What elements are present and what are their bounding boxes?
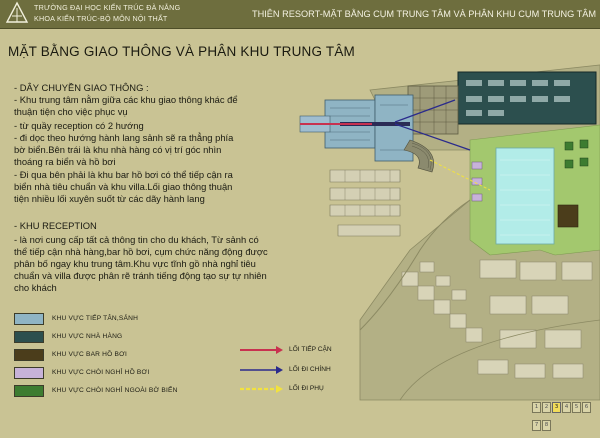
page-number-button[interactable]: 5 bbox=[572, 402, 581, 413]
pool-bar bbox=[558, 205, 578, 227]
legend-label-reception: KHU VỰC TIẾP TÂN,SẢNH bbox=[52, 315, 139, 322]
beach-hut bbox=[565, 160, 573, 168]
legend-label-restaurant: KHU VỰC NHÀ HÀNG bbox=[52, 333, 123, 340]
text-line: phân bố ngay khu trung tâm.Khu vực tĩnh gồ nhà nghỉ tiêu bbox=[14, 258, 256, 269]
legend-label-pool-hut: KHU VỰC CHÒI NGHỈ HỒ BƠI bbox=[52, 369, 150, 376]
text-line: - là nơi cung cấp tất cả thông tin cho du khách, Từ sảnh có bbox=[14, 234, 259, 245]
legend-swatch-pool-hut bbox=[14, 367, 44, 379]
legend-label-beach-hut: KHU VỰC CHÒI NGHỈ NGOÀI BỜ BIỂN bbox=[52, 387, 178, 394]
faculty-name: KHOA KIẾN TRÚC-BỘ MÔN NỘI THẤT bbox=[34, 14, 168, 23]
page-title: MẶT BẰNG GIAO THÔNG VÀ PHÂN KHU TRUNG TÂM bbox=[8, 44, 355, 59]
text-line: - từ quầy reception có 2 hướng bbox=[14, 120, 144, 131]
page-navigator bbox=[532, 402, 600, 428]
beach-hut bbox=[565, 142, 573, 150]
text-line: biển nhà tiêu chuẩn và khu villa.Lối giao thông thuận bbox=[14, 181, 233, 192]
page-number-button[interactable]: 2 bbox=[542, 402, 551, 413]
text-line: bờ biển.Bên trái là khu nhà hàng có vị trí góc nhìn bbox=[14, 144, 222, 155]
text-line: thoáng ra biển và hồ bơi bbox=[14, 156, 116, 167]
legend-swatch-pool-bar bbox=[14, 349, 44, 361]
legend-swatch-reception bbox=[14, 313, 44, 325]
text-line: cho khách bbox=[14, 282, 57, 293]
text-line: - Đi qua bên phải là khu bar hồ bơi có thể tiếp cận ra bbox=[14, 169, 233, 180]
secondary-path-label: LỐI ĐI PHỤ bbox=[289, 385, 324, 392]
bungalow-rows bbox=[330, 170, 400, 236]
pool-hut bbox=[472, 162, 482, 169]
project-title: THIÊN RESORT-MẶT BẰNG CỤM TRUNG TÂM VÀ PHÂN KHU CỤM TRUNG TÂM bbox=[252, 9, 597, 19]
text-line: - DÂY CHUYỀN GIAO THÔNG : bbox=[14, 82, 149, 93]
page-number-button[interactable]: 8 bbox=[542, 420, 551, 431]
main-path-label: LỐI ĐI CHÍNH bbox=[289, 366, 331, 373]
beach-hut bbox=[580, 140, 588, 148]
text-line: - KHU RECEPTION bbox=[14, 220, 97, 231]
text-line: tiện nhiều lối xuyên suốt từ các dãy hành lang bbox=[14, 193, 205, 204]
legend-swatch-restaurant bbox=[14, 331, 44, 343]
text-line: - Khu trung tâm nằm giữa các khu giao thông khác để bbox=[14, 94, 238, 105]
text-line: - đi dọc theo hướng hành lang sảnh sẽ ra thẳng phía bbox=[14, 132, 234, 143]
legend-label-pool-bar: KHU VỰC BAR HỒ BƠI bbox=[52, 351, 127, 358]
page-number-button[interactable]: 6 bbox=[582, 402, 591, 413]
text-line: thuận tiện cho việc phục vụ bbox=[14, 106, 128, 117]
legend-swatch-beach-hut bbox=[14, 385, 44, 397]
text-line: thể tiếp cận nhà hàng,bar hồ bơi, cụm chức năng động được bbox=[14, 246, 268, 257]
page-number-button[interactable]: 7 bbox=[532, 420, 541, 431]
text-line: chuẩn và villa được phân rẽ tránh tiếng động tạo sự tự nhiên bbox=[14, 270, 267, 281]
approach-label: LỐI TIẾP CẬN bbox=[289, 346, 332, 353]
pool-hut bbox=[472, 194, 482, 201]
page-number-button[interactable]: 4 bbox=[562, 402, 571, 413]
page-number-button[interactable]: 3 bbox=[552, 402, 561, 413]
page-number-button[interactable]: 1 bbox=[532, 402, 541, 413]
pool bbox=[496, 148, 554, 244]
school-name: TRƯỜNG ĐẠI HỌC KIẾN TRÚC ĐÀ NẴNG bbox=[34, 3, 181, 12]
beach-hut bbox=[580, 158, 588, 166]
